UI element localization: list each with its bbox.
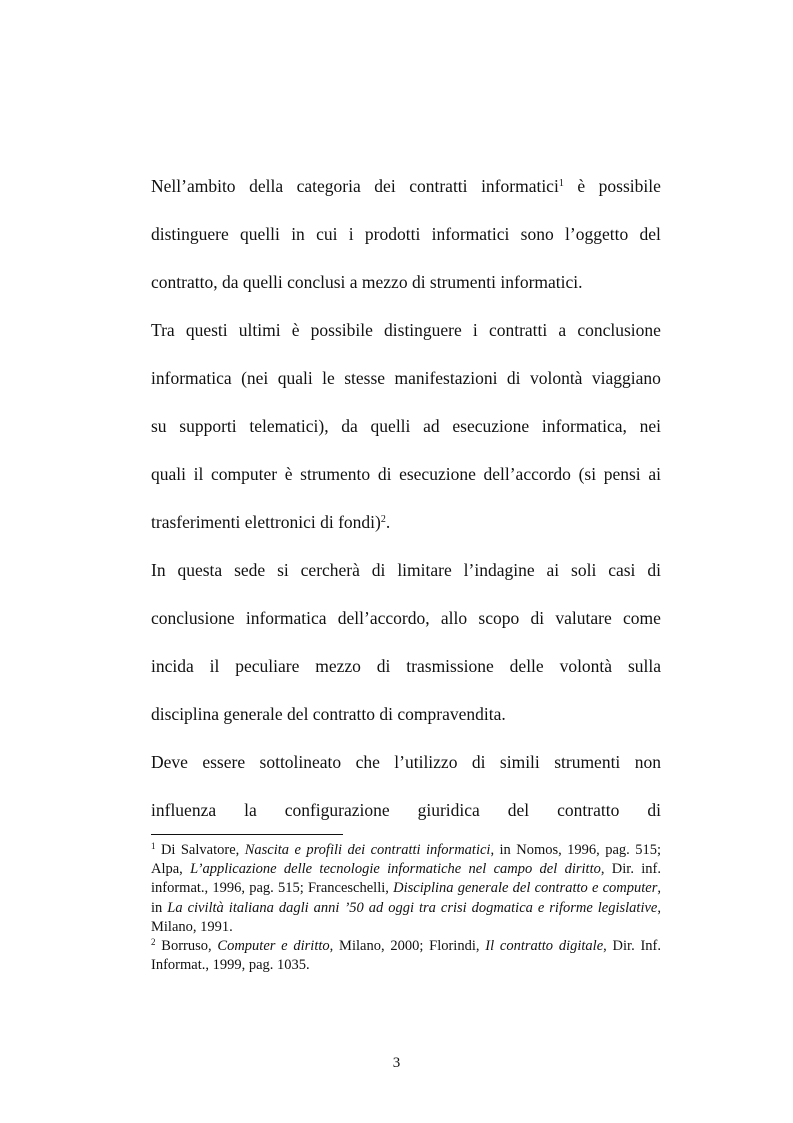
word: strumenti [554, 752, 621, 772]
text-line [151, 214, 661, 262]
word: contratto [557, 800, 620, 820]
word: strumento [300, 464, 371, 484]
word: di [376, 656, 391, 676]
word: trasmissione [406, 656, 494, 676]
text-line [151, 166, 661, 214]
word: giuridica [417, 800, 480, 820]
word: di [530, 608, 545, 628]
text-line [151, 310, 661, 358]
word: distinguere [384, 320, 462, 340]
footnote-1 [151, 841, 661, 937]
text-line: contratto, da quelli conclusi a mezzo di strumenti informatici. [151, 272, 583, 292]
word: che [355, 752, 380, 772]
word: ultimi [238, 320, 281, 340]
word: quelli [240, 224, 280, 244]
word: del [507, 800, 530, 820]
word: i [348, 224, 354, 244]
footnotes [151, 841, 661, 975]
word: su [151, 416, 167, 436]
word: sulla [627, 656, 661, 676]
word: soli [571, 560, 597, 580]
text-line [151, 550, 661, 598]
word: ai [546, 560, 560, 580]
word: volontà [529, 368, 583, 388]
word: esecuzione [452, 416, 530, 436]
word: cercherà [300, 560, 360, 580]
word: allo [440, 608, 468, 628]
word: è [284, 464, 293, 484]
word: di [471, 752, 486, 772]
word: pensi [603, 464, 641, 484]
citation-text: Di Salvatore, [160, 842, 245, 858]
word: contratti [488, 320, 548, 340]
word: contratti [409, 176, 468, 196]
word: possibile [310, 320, 373, 340]
word: il [193, 464, 204, 484]
word: influenza [151, 800, 217, 820]
citation-text: , Dir. Inf. Informat., 1999, pag. 1035. [151, 938, 661, 974]
word: informatici$^1$ [481, 176, 564, 196]
footnote-2 [151, 937, 661, 975]
word: Nell’ambito [151, 176, 236, 196]
footnote-ref-2[interactable]: 2 [380, 514, 386, 525]
word: scopo [478, 608, 520, 628]
word: informatica [245, 608, 327, 628]
word: l’indagine [463, 560, 535, 580]
citation-text: , Milano, 2000; Florindi, [329, 938, 486, 955]
footnote-number: 1 [151, 841, 156, 851]
text-line [151, 790, 661, 838]
text-line: disciplina generale del contratto di compravendita. [151, 704, 506, 724]
word: essere [202, 752, 246, 772]
word: In [151, 560, 166, 580]
footnote-separator [151, 834, 343, 835]
word: di [647, 560, 661, 580]
word: questa [177, 560, 223, 580]
footnote-ref-1[interactable]: 1 [558, 178, 564, 189]
text-line: trasferimenti elettronici di fondi)$^2$. [151, 512, 391, 532]
word: incida [151, 656, 194, 676]
word: conclusione [151, 608, 235, 628]
word: le [322, 368, 335, 388]
word: distinguere [151, 224, 229, 244]
footnote-number: 2 [151, 937, 156, 948]
word: valutare [555, 608, 612, 628]
word: di [371, 560, 386, 580]
word: casi [608, 560, 636, 580]
word: sede [234, 560, 266, 580]
word: come [623, 608, 661, 628]
word: questi [185, 320, 228, 340]
word: computer [211, 464, 278, 484]
word: configurazione [284, 800, 390, 820]
word: la [244, 800, 257, 820]
word: Tra [151, 320, 175, 340]
word: volontà [559, 656, 613, 676]
word: sono [520, 224, 554, 244]
body-text [151, 166, 661, 838]
word: (si [578, 464, 597, 484]
word: di [377, 464, 392, 484]
word: non [634, 752, 661, 772]
word: stesse [344, 368, 386, 388]
word: a [558, 320, 567, 340]
citation-title: Nascita e profili dei contratti informatici [244, 842, 491, 858]
citation-text: , in [151, 880, 661, 916]
text-line [151, 742, 661, 790]
word: da [341, 416, 358, 436]
citation-title: L’applicazione delle tecnologie informatiche nel campo del diritto [190, 861, 601, 878]
word: i [472, 320, 478, 340]
word: in [291, 224, 305, 244]
text-line [151, 406, 661, 454]
citation-text: Borruso, [161, 938, 218, 955]
text-line [151, 454, 661, 502]
word: ad [423, 416, 440, 436]
page-number: 3 [392, 1055, 401, 1071]
word: informatica [151, 368, 232, 388]
word: si [277, 560, 289, 580]
word: dell’accordo [483, 464, 571, 484]
text-line [151, 598, 661, 646]
word: informatici [431, 224, 510, 244]
word: telematici), [249, 416, 329, 436]
citation-text: , in Nomos, 1996, pag. 515; Alpa, [151, 842, 662, 878]
word: delle [509, 656, 544, 676]
word: supporti [179, 416, 237, 436]
word: l’utilizzo [394, 752, 458, 772]
word: informatica, [541, 416, 627, 436]
word: conclusione [577, 320, 661, 340]
word: ai [648, 464, 661, 484]
word: possibile [598, 176, 661, 196]
word: prodotti [364, 224, 421, 244]
word: dei [374, 176, 396, 196]
word: viaggiano [591, 368, 661, 388]
word: nei [639, 416, 661, 436]
word: (nei [241, 368, 269, 388]
citation-text: , Dir. inf. informat., 1996, pag. 515; Franceschelli, [151, 861, 661, 897]
word: sottolineato [259, 752, 342, 772]
word: categoria [296, 176, 361, 196]
word: di [647, 800, 661, 820]
citation-title: La civiltà italiana dagli anni ’50 ad oggi tra crisi dogmatica e riforme legislative [167, 899, 658, 916]
word: limitare [397, 560, 452, 580]
word: Deve [151, 752, 188, 772]
word: è [577, 176, 586, 196]
text-line [151, 646, 661, 694]
word: manifestazioni [394, 368, 498, 388]
word: della [249, 176, 284, 196]
word: è [291, 320, 300, 340]
word: del [639, 224, 661, 244]
word: quali [277, 368, 313, 388]
word: quali [151, 464, 186, 484]
citation-title: Disciplina generale del contratto e computer [393, 880, 658, 897]
word: simili [499, 752, 540, 772]
text-line [151, 358, 661, 406]
word: l’oggetto [565, 224, 629, 244]
citation-title: Computer e diritto [217, 938, 330, 955]
word: cui [316, 224, 338, 244]
word: peculiare [235, 656, 300, 676]
word: il [209, 656, 220, 676]
word: esecuzione [399, 464, 476, 484]
citation-title: Il contratto digitale [485, 938, 604, 955]
word: dell’accordo, [337, 608, 430, 628]
word: mezzo [315, 656, 361, 676]
word: di [506, 368, 521, 388]
citation-text: , Milano, 1991. [151, 899, 661, 935]
word: quelli [370, 416, 411, 436]
